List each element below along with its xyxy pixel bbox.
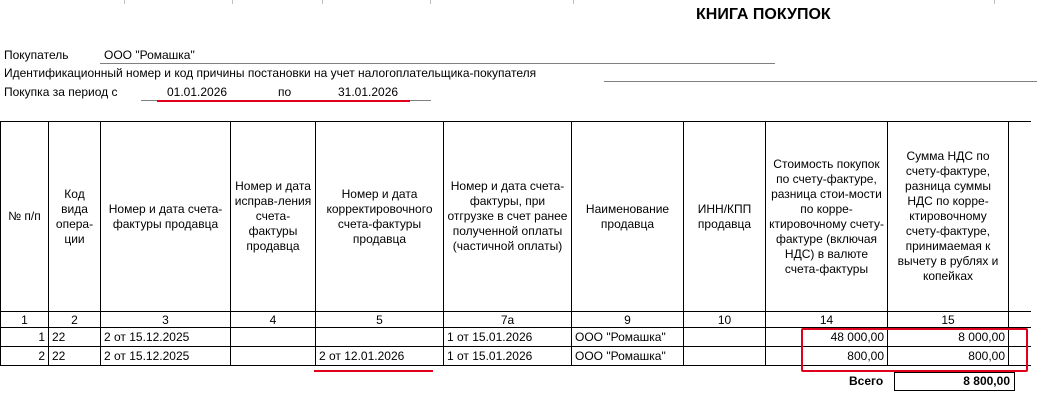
total-value: 8 800,00: [894, 372, 1015, 391]
col-number: 4: [231, 312, 316, 328]
buyer-label: Покупатель: [4, 48, 69, 62]
buyer-value: ООО "Ромашка": [104, 48, 195, 62]
col-number: 1: [1, 312, 49, 328]
adjustment-highlight-line: [314, 370, 433, 372]
top-divider: [994, 0, 995, 4]
col-header: Номер и дата счета-фактуры продавца: [101, 122, 231, 312]
col-header: Номер и дата корректировочного счета-фактуры продавца: [316, 122, 444, 312]
period-to-label: по: [278, 85, 292, 99]
correction-invoice: [231, 328, 316, 347]
col-header: № п/п: [1, 122, 49, 312]
prepayment-invoice: 1 от 15.01.2026: [444, 347, 572, 366]
col-number: 10: [684, 312, 766, 328]
top-divider: [322, 0, 323, 4]
inn-underline: [604, 81, 1037, 82]
col-number: 9: [572, 312, 684, 328]
top-divider: [124, 0, 125, 4]
correction-invoice: [231, 347, 316, 366]
seller-name: ООО "Ромашка": [572, 347, 684, 366]
period-label: Покупка за период с: [4, 85, 118, 99]
seller-inn: [684, 347, 766, 366]
total-label: Всего: [849, 374, 884, 388]
col-number: 2: [49, 312, 101, 328]
col-header: Номер и дата счета-фактуры, при отгрузке в счет ранее полученной оплаты (частичной оплаты): [444, 122, 572, 312]
row-number: 1: [1, 328, 49, 347]
period-to: 31.01.2026: [338, 85, 399, 99]
operation-code: 22: [49, 347, 101, 366]
col-number: 5: [316, 312, 444, 328]
vat-amount: 800,00: [888, 347, 1009, 366]
seller-invoice: 2 от 15.12.2025: [101, 328, 231, 347]
top-divider: [232, 0, 233, 4]
top-divider: [573, 0, 574, 4]
col-spacer: [1009, 312, 1031, 328]
col-header: ИНН/КПП продавца: [684, 122, 766, 312]
col-header: Стоимость покупок по счету-фактуре, разница стои-мости по корре-ктировочному счету-фактуре (включая НДС) в валюте счета-фактуры: [766, 122, 888, 312]
col-header: Код вида опера-ции: [49, 122, 101, 312]
col-header: Наименование продавца: [572, 122, 684, 312]
adjustment-invoice: 2 от 12.01.2026: [316, 347, 444, 366]
prepayment-invoice: 1 от 15.01.2026: [444, 328, 572, 347]
purchase-cost: 800,00: [766, 347, 888, 366]
vat-amount: 8 000,00: [888, 328, 1009, 347]
col-number: 14: [766, 312, 888, 328]
inn-label: Идентификационный номер и код причины постановки на учет налогоплательщика-покупателя: [4, 66, 537, 80]
column-number-row: [1, 312, 1031, 328]
col-header: Сумма НДС по счету-фактуре, разница суммы НДС по корре-ктировочному счету-фактуре, принимаемая к вычету в рублях и копейках: [888, 122, 1009, 312]
amount-highlight-box: [801, 328, 1028, 372]
col-spacer: [1009, 122, 1031, 312]
seller-name: ООО "Ромашка": [572, 328, 684, 347]
page-title: КНИГА ПОКУПОК: [696, 6, 831, 23]
operation-code: 22: [49, 328, 101, 347]
period-highlight-line: [157, 100, 410, 102]
seller-inn: [684, 328, 766, 347]
col-number: 3: [101, 312, 231, 328]
purchase-cost: 48 000,00: [766, 328, 888, 347]
row-number: 2: [1, 347, 49, 366]
col-number: 7а: [444, 312, 572, 328]
top-divider: [430, 0, 431, 4]
header-row: [1, 122, 1031, 312]
period-from: 01.01.2026: [167, 85, 228, 99]
buyer-underline: [100, 63, 775, 64]
col-number: 15: [888, 312, 1009, 328]
adjustment-invoice: [316, 328, 444, 347]
col-header: Номер и дата исправ-ления счета-фактуры продавца: [231, 122, 316, 312]
seller-invoice: 2 от 15.12.2025: [101, 347, 231, 366]
